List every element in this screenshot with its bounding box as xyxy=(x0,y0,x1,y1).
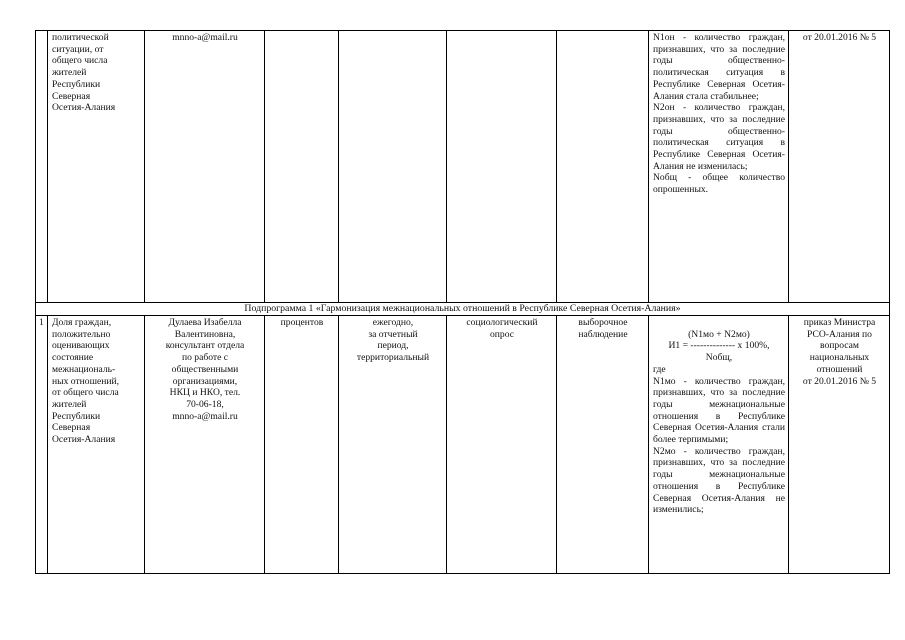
unit-cell: процентов xyxy=(265,316,339,574)
formula-expression: (N1мо + N2мо) И1 = -------------- х 100%, Nобщ, xyxy=(668,328,770,364)
observation-cell xyxy=(557,31,649,303)
table-row xyxy=(36,31,890,303)
document-cell: от 20.01.2016 № 5 xyxy=(789,31,890,303)
row-number-cell xyxy=(36,31,48,303)
subprogram-row xyxy=(36,303,890,316)
contact-cell: mnno-a@mail.ru xyxy=(145,31,265,303)
period-cell xyxy=(339,31,447,303)
unit-cell xyxy=(265,31,339,303)
indicator-cell: политической ситуации, от общего числа жителей Республики Северная Осетия-Алания xyxy=(48,31,145,303)
contact-cell: Дулаева Изабелла Валентиновна, консультант отдела по работе с общественными организациями, НКЦ и НКО, тел. 70-06-18, mnno-a@mail.ru xyxy=(145,316,265,574)
indicator-cell: Доля граждан, положительно оценивающих состояние межнациональ- ных отношений, от общего числа жителей Республики Северная Осетия-Алания xyxy=(48,316,145,574)
table-row xyxy=(36,316,890,574)
formula-cell: N1он - количество граждан, признавших, что за последние годы общественно-политическая ситуация в Республике Северная Осетия-Алания стала стабильнее; N2он - количество граждан, признавших, что за последние годы общественно-политическая ситуация в Республике Северная Осетия-Алания не изменилась; Nобщ - общее количество опрошенных. xyxy=(649,31,789,303)
period-cell: ежегодно, за отчетный период, территориальный xyxy=(339,316,447,574)
method-cell xyxy=(447,31,557,303)
method-cell: социологический опрос xyxy=(447,316,557,574)
row-number-cell: 1 xyxy=(36,316,48,574)
document-cell: приказ Министра РСО-Алания по вопросам национальных отношений от 20.01.2016 № 5 xyxy=(789,316,890,574)
indicators-table xyxy=(35,30,890,574)
observation-cell: выборочное наблюдение xyxy=(557,316,649,574)
formula-legend: где N1мо - количество граждан, признавших, что за последние годы межнациональные отношения в Республике Северная Осетия-Алания стали более терпимыми; N2мо - количество граждан, признавших, что за последние годы межнациональные отношения в Республике Северная Осетия-Алания не изменились; xyxy=(653,363,785,516)
formula-cell xyxy=(649,316,789,574)
subprogram-title: Подпрограмма 1 «Гармонизация межнациональных отношений в Республике Северная Осетия-Алания» xyxy=(36,303,890,316)
